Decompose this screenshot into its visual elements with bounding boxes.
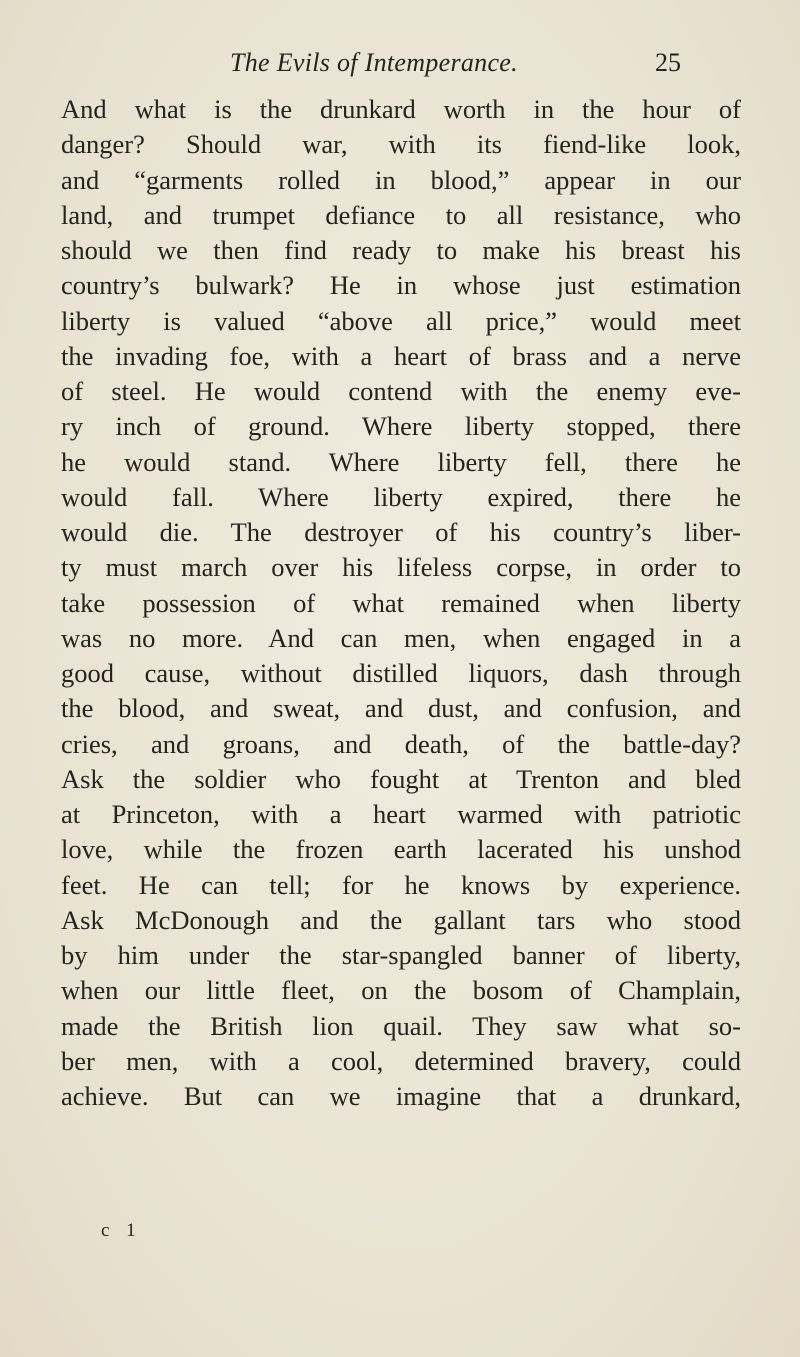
text-line: love, while the frozen earth lacerated his unshod [61,834,741,865]
text-line: he would stand. Where liberty fell, there he [61,446,741,477]
text-line: when our little fleet, on the bosom of Champlain, [61,975,741,1006]
text-line: would fall. Where liberty expired, there he [61,481,741,512]
text-line: at Princeton, with a heart warmed with patriotic [61,799,741,829]
text-line: land, and trumpet defiance to all resistance, who [61,199,741,230]
text-line: liberty is valued “above all price,” would meet [61,305,741,336]
text-line: the invading foe, with a heart of brass and a nerve [61,340,741,371]
running-head [0,48,800,88]
text-line: Ask the soldier who fought at Trenton and bled [61,763,741,794]
text-line: ty must march over his lifeless corpse, in order to [61,552,741,583]
text-line: of steel. He would contend with the enemy eve- [61,376,741,406]
text-line: by him under the star-spangled banner of liberty, [61,940,741,970]
text-line: would die. The destroyer of his country’s liber- [61,517,741,547]
body-text [61,92,741,1114]
text-line: cries, and groans, and death, of the battle-day? [61,728,741,759]
text-line: ber men, with a cool, determined bravery, could [61,1045,741,1076]
text-line: and “garments rolled in blood,” appear in our [61,164,741,195]
text-line: ry inch of ground. Where liberty stopped, there [61,411,741,442]
text-line: And what is the drunkard worth in the hour of [61,94,741,124]
text-line: country’s bulwark? He in whose just estimation [61,270,741,301]
text-line: should we then find ready to make his breast his [61,235,741,265]
text-line: achieve. But can we imagine that a drunkard, [61,1081,741,1111]
text-line: Ask McDonough and the gallant tars who stood [61,904,741,935]
text-line: good cause, without distilled liquors, dash through [61,658,741,688]
signature-mark: c 1 [101,1220,142,1241]
text-line: danger? Should war, with its fiend-like look, [61,129,741,160]
text-line: was no more. And can men, when engaged in a [61,622,741,653]
text-line: made the British lion quail. They saw what so- [61,1010,741,1041]
text-line: the blood, and sweat, and dust, and confusion, and [61,693,741,724]
text-line: feet. He can tell; for he knows by experience. [61,869,741,900]
text-line: take possession of what remained when liberty [61,587,741,618]
running-title: The Evils of Intemperance. [230,48,518,77]
page-number: 25 [655,48,681,77]
